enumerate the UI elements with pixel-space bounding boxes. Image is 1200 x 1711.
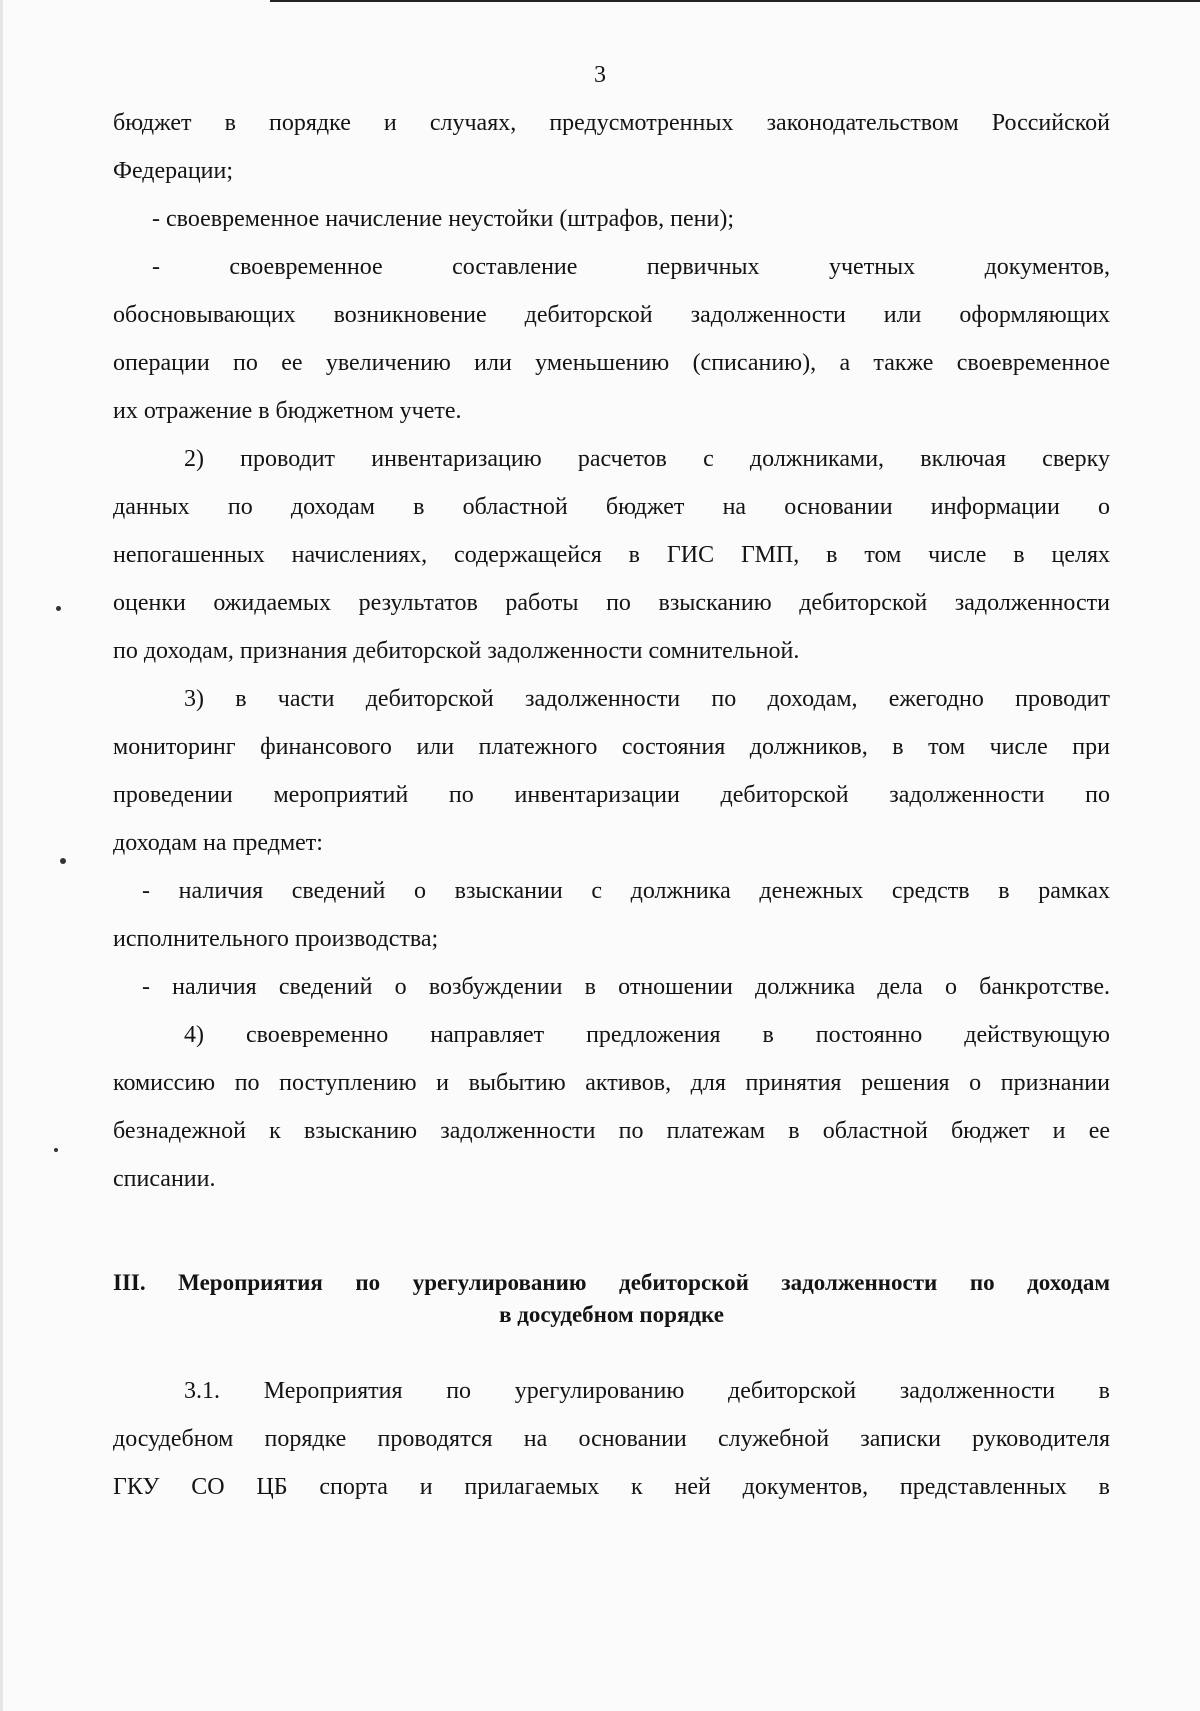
text-line: обосновывающих возникновение дебиторской задолженности или оформляющих (113, 302, 1110, 328)
section-heading: III. Мероприятия по урегулированию дебиторской задолженности по доходам (113, 1270, 1110, 1295)
scan-speck (54, 1148, 58, 1152)
scan-speck (56, 606, 61, 611)
bullet-line: - наличия сведений о взыскании с должника денежных средств в рамках (142, 878, 1110, 904)
text-line: данных по доходам в областной бюджет на основании информации о (113, 494, 1110, 520)
numbered-item-line: 2) проводит инвентаризацию расчетов с должниками, включая сверку (184, 446, 1110, 472)
bullet-line: - своевременное начисление неустойки (штрафов, пени); (152, 206, 734, 232)
text-line: ГКУ СО ЦБ спорта и прилагаемых к ней документов, представленных в (113, 1474, 1110, 1500)
scan-speck (60, 858, 66, 864)
text-line: безнадежной к взысканию задолженности по платежам в областной бюджет и ее (113, 1118, 1110, 1144)
text-line: исполнительного производства; (113, 926, 439, 952)
page-number: 3 (594, 62, 606, 88)
text-line: оценки ожидаемых результатов работы по взысканию дебиторской задолженности (113, 590, 1110, 616)
text-line: непогашенных начислениях, содержащейся в ГИС ГМП, в том числе в целях (113, 542, 1110, 568)
scan-edge-line (270, 0, 1200, 2)
text-line: их отражение в бюджетном учете. (113, 398, 462, 424)
text-line: комиссию по поступлению и выбытию активов, для принятия решения о признании (113, 1070, 1110, 1096)
section-heading-cont: в досудебном порядке (499, 1302, 724, 1327)
bullet-line: - наличия сведений о возбуждении в отношении должника дела о банкротстве. (142, 974, 1110, 1000)
numbered-item-line: 3.1. Мероприятия по урегулированию дебиторской задолженности в (184, 1378, 1110, 1404)
numbered-item-line: 4) своевременно направляет предложения в постоянно действующую (184, 1022, 1110, 1048)
text-line: бюджет в порядке и случаях, предусмотренных законодательством Российской (113, 110, 1110, 136)
bullet-line: - своевременное составление первичных учетных документов, (152, 254, 1110, 280)
text-line: мониторинг финансового или платежного состояния должников, в том числе при (113, 734, 1110, 760)
numbered-item-line: 3) в части дебиторской задолженности по доходам, ежегодно проводит (184, 686, 1110, 712)
text-line: операции по ее увеличению или уменьшению (списанию), а также своевременное (113, 350, 1110, 376)
text-line: списании. (113, 1166, 216, 1192)
text-line: досудебном порядке проводятся на основании служебной записки руководителя (113, 1426, 1110, 1452)
text-line: доходам на предмет: (113, 830, 323, 856)
text-line: проведении мероприятий по инвентаризации дебиторской задолженности по (113, 782, 1110, 808)
scan-left-edge (0, 0, 3, 1711)
text-line: по доходам, признания дебиторской задолженности сомнительной. (113, 638, 800, 664)
text-line: Федерации; (113, 158, 234, 184)
